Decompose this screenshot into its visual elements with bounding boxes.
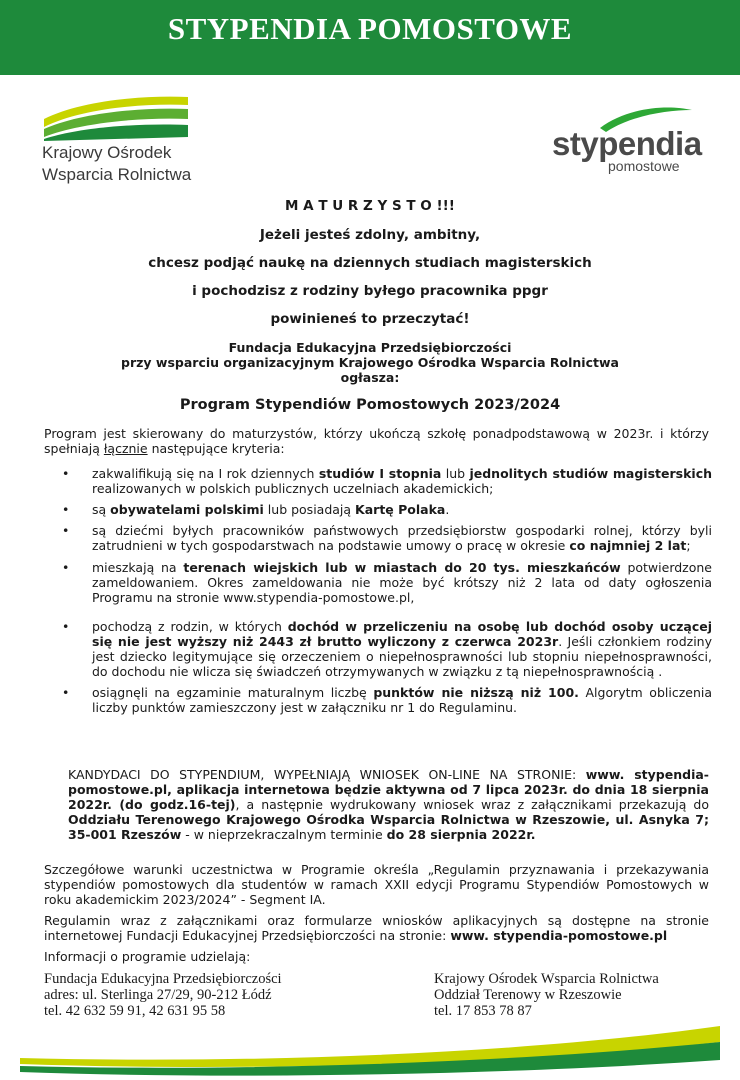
page-title: STYPENDIA POMOSTOWE: [167, 11, 573, 46]
criteria-3-text-a: są dziećmi byłych pracowników państwowych przedsiębiorstw gospodarki rolnej, którzy byli zatrudnieni w tych gospodarstwach na podstawie umowy o pracę w okresie: [92, 523, 712, 553]
announce-line-1: Fundacja Edukacyjna Przedsiębiorczości: [228, 340, 512, 355]
criteria-item: [52, 619, 712, 679]
criteria-1-text-e: realizowanych w polskich publicznych uczelniach akademickich;: [92, 481, 494, 496]
criteria-item: [52, 560, 712, 605]
criteria-5-text-c: . Jeśli członkiem rodziny jest dziecko legitymujące się orzeczeniem o niepełnosprawności lub stopniu niepełnosprawności, do dochodu nie wlicza się świadczeń otrzymywanych w związku z tą niepełnosprawnością .: [92, 634, 712, 679]
criteria-2-text-a: są: [92, 502, 111, 517]
regulation-paragraph: [44, 913, 709, 943]
candidates-paragraph: [68, 767, 709, 842]
candidates-text-a: KANDYDACI DO STYPENDIUM, WYPEŁNIAJĄ WNIOSEK ON-LINE NA STRONIE:: [68, 767, 586, 782]
kowr-logo-graphic: [40, 93, 190, 141]
program-intro-text-end: następujące kryteria:: [147, 441, 285, 456]
program-title: Program Stypendiów Pomostowych 2023/2024: [179, 397, 561, 413]
criteria-item: [52, 502, 712, 517]
criteria-1-bold-b: studiów I stopnia: [318, 466, 442, 481]
footer-right-line-3: tel. 17 853 78 87: [434, 1003, 532, 1019]
footer-left-line-1: Fundacja Edukacyjna Przedsiębiorczości: [44, 971, 282, 987]
criteria-4-text-c: potwierdzone zameldowaniem. Okres zameldowania nie może być krótszy niż 2 lata od daty ogłoszenia Programu na stronie www.stypendia-pomostowe.pl,: [92, 560, 712, 605]
footer-contact-right: [434, 971, 659, 1019]
criteria-2-bold-d: Kartę Polaka: [355, 502, 446, 517]
candidates-bold-d: Oddziału Terenowego Krajowego Ośrodka Wsparcia Rolnictwa w Rzeszowie, ul. Asnyka 7; 35-001 Rzeszów: [68, 812, 709, 842]
criteria-5-text-a: pochodzą z rodzin, w których: [92, 619, 288, 634]
stypendia-pomostowe-logo: [552, 108, 722, 178]
footer-left-line-2: adres: ul. Sterlinga 27/29, 90-212 Łódź: [44, 987, 272, 1003]
criteria-6-text-a: osiągnęli na egzaminie maturalnym liczbę: [92, 685, 374, 700]
criteria-3-bold-b: co najmniej 2 lat: [569, 538, 687, 553]
candidates-text-c: , a następnie wydrukowany wniosek wraz z załącznikami przekazują do: [235, 797, 709, 812]
program-intro-underlined: łącznie: [103, 441, 148, 456]
details-paragraph: Szczegółowe warunki uczestnictwa w Programie określa „Regulamin przyznawania i przekazywania stypendiów pomostowych dla studentów w ramach XXII edycji Programu Stypendiów Pomostowych w roku akademickim 2023/2024” - Segment IA.: [44, 862, 709, 907]
announce-line-3: ogłasza:: [340, 370, 400, 385]
criteria-6-text-c: Algorytm obliczenia liczby punktów zamieszczony jest w załączniku nr 1 do Regulaminu.: [92, 685, 713, 715]
criteria-3-text-c: ;: [686, 538, 691, 553]
criteria-item: [52, 523, 712, 553]
criteria-item: [52, 466, 712, 496]
criteria-1-bold-d: jednolitych studiów magisterskich: [469, 466, 713, 481]
intro-line-5: powinieneś to przeczytać!: [270, 311, 470, 327]
regulation-text: Regulamin wraz z załącznikami oraz formularze wniosków aplikacyjnych są dostępne na stronie internetowej Fundacji Edukacyjnej Przedsiębiorczości na stronie:: [44, 913, 709, 943]
intro-line-4: i pochodzisz z rodziny byłego pracownika ppgr: [192, 283, 548, 299]
footer-right-line-2: Oddział Terenowy w Rzeszowie: [434, 987, 622, 1003]
criteria-6-bold-b: punktów nie niższą niż 100.: [373, 685, 579, 700]
footer-contact-left: [44, 971, 282, 1019]
kowr-logo: [40, 93, 200, 188]
program-intro-text: Program jest skierowany do maturzystów, którzy ukończą szkołę ponadpodstawową w 2023r. i którzy spełniają: [44, 426, 709, 456]
criteria-item: [52, 685, 712, 715]
candidates-bold-b: www. stypendia-pomostowe.pl, aplikacja internetowa będzie aktywna od 7 lipca 2023r. do dnia 18 sierpnia 2022r. (do godz.16-tej): [68, 767, 709, 812]
criteria-5-bold-b: dochód w przeliczeniu na osobę lub dochód osoby uczącej się nie jest wyższy niż 2443 zł brutto wyliczony z czerwca 2023r: [92, 619, 712, 649]
intro-line-2: Jeżeli jesteś zdolny, ambitny,: [259, 227, 481, 243]
criteria-2-text-c: lub posiadają: [263, 502, 356, 517]
info-label: Informacji o programie udzielają:: [44, 949, 251, 964]
intro-headline: M A T U R Z Y S T O !!!: [285, 198, 455, 214]
logo-word-pomostowe: pomostowe: [608, 158, 680, 174]
regulation-link[interactable]: www. stypendia-pomostowe.pl: [450, 928, 668, 943]
announce-line-2: przy wsparciu organizacyjnym Krajowego Ośrodka Wsparcia Rolnictwa: [121, 355, 619, 370]
criteria-4-text-a: mieszkają na: [92, 560, 184, 575]
criteria-2-text-e: .: [445, 502, 450, 517]
candidates-text-e: - w nieprzekraczalnym terminie: [181, 827, 387, 842]
intro-line-3: chcesz podjąć naukę na dziennych studiach magisterskich: [148, 255, 592, 271]
criteria-1-text-a: zakwalifikują się na I rok dziennych: [92, 466, 319, 481]
footer-right-line-1: Krajowy Ośrodek Wsparcia Rolnictwa: [434, 971, 659, 987]
criteria-4-bold-b: terenach wiejskich lub w miastach do 20 tys. mieszkańców: [183, 560, 621, 575]
footer-swoosh-graphic: [0, 1020, 740, 1080]
criteria-list: [52, 466, 712, 715]
header-banner: [0, 0, 740, 75]
criteria-2-bold-b: obywatelami polskimi: [110, 502, 264, 517]
kowr-logo-line1: Krajowy Ośrodek: [42, 143, 172, 162]
program-intro: [44, 426, 709, 456]
footer-left-line-3: tel. 42 632 59 91, 42 631 95 58: [44, 1003, 226, 1019]
kowr-logo-line2: Wsparcia Rolnictwa: [42, 165, 192, 184]
candidates-bold-f: do 28 sierpnia 2022r.: [386, 827, 536, 842]
criteria-1-text-c: lub: [441, 466, 470, 481]
logo-word-stypendia: stypendia: [552, 125, 702, 162]
